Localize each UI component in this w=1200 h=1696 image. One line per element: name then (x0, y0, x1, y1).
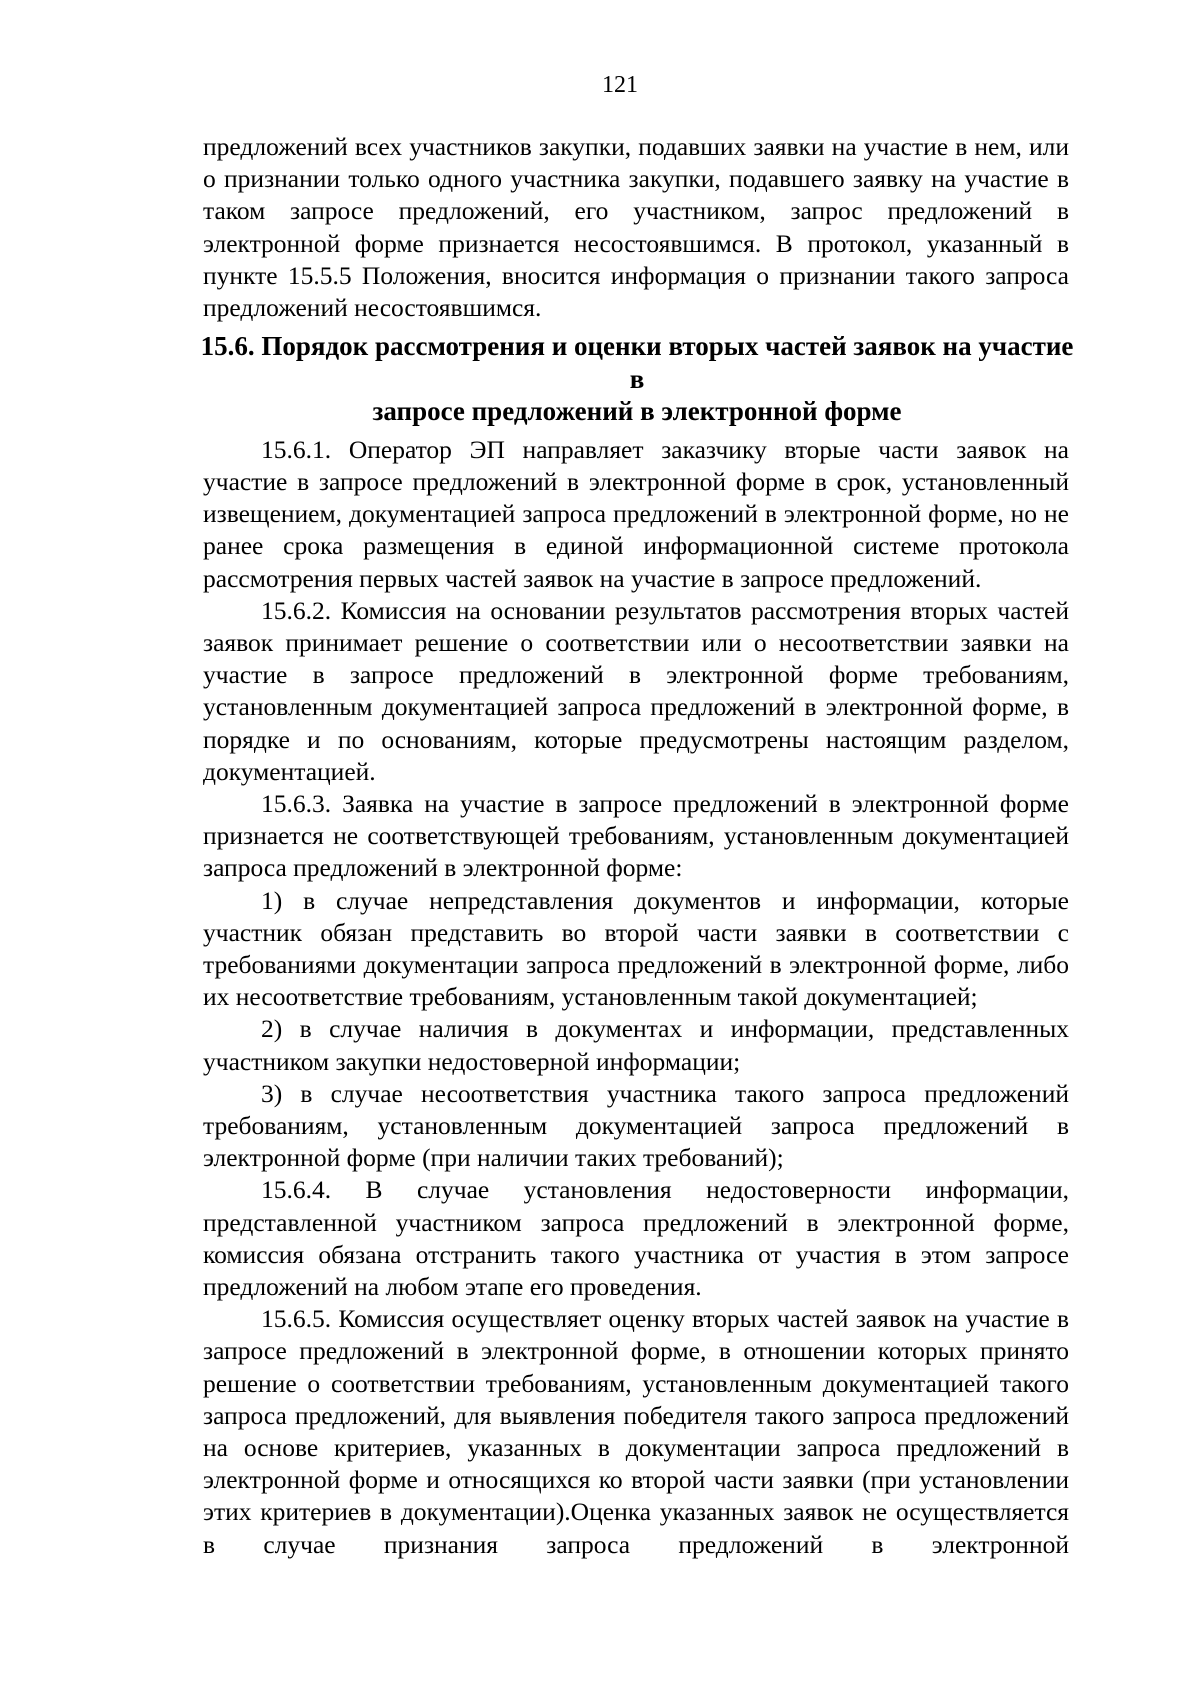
list-item-2: 2) в случае наличия в документах и информации, представленных участником закупки недостоверной информации; (203, 1014, 1069, 1076)
list-item-3: 3) в случае несоответствия участника такого запроса предложений требованиям, установленным документацией запроса предложений в электронной форме (при наличии таких требований); (203, 1078, 1069, 1173)
section-heading-line2: запросе предложений в электронной форме (372, 396, 902, 427)
paragraph-15-6-3: 15.6.3. Заявка на участие в запросе предложений в электронной форме признается не соответствующей требованиям, установленным документацией запроса предложений в электронной форме: (203, 788, 1069, 883)
section-heading-line1: 15.6. Порядок рассмотрения и оценки вторых частей заявок на участие в (200, 331, 1074, 394)
paragraph-15-6-5: 15.6.5. Комиссия осуществляет оценку вторых частей заявок на участие в запросе предложений в электронной форме, в отношении которых принято решение о соответствии требованиям, установленным документацией такого запроса предложений, для выявления победителя такого запроса предложений на основе критериев, указанных в документации запроса предложений в электронной форме и относящихся ко второй части заявки (при установлении этих критериев в документации).Оценка указанных заявок не осуществляется в случае признания запроса предложений в электронной (203, 1304, 1069, 1559)
document-body (200, 131, 1074, 1561)
paragraph-15-6-2: 15.6.2. Комиссия на основании результатов рассмотрения вторых частей заявок принимает решение о соответствии или о несоответствии заявки на участие в запросе предложений в электронной форме требованиям, установленным документацией запроса предложений в электронной форме, в порядке и по основаниям, которые предусмотрены настоящим разделом, документацией. (203, 595, 1069, 786)
paragraph-15-6-1: 15.6.1. Оператор ЭП направляет заказчику вторые части заявок на участие в запросе предложений в электронной форме в срок, установленный извещением, документацией запроса предложений в электронной форме, но не ранее срока размещения в единой информационной системе протокола рассмотрения первых частей заявок на участие в запросе предложений. (203, 434, 1069, 593)
section-heading (198, 330, 1076, 428)
list-item-1: 1) в случае непредставления документов и информации, которые участник обязан представить во второй части заявки в соответствии с требованиями документации запроса предложений в электронной форме, либо их несоответствие требованиям, установленным такой документацией; (203, 885, 1069, 1012)
continuation-paragraph: предложений всех участников закупки, подавших заявки на участие в нем, или о признании только одного участника закупки, подавшего заявку на участие в таком запросе предложений, его участником, запрос предложений в электронной форме признается несостоявшимся. В протокол, указанный в пункте 15.5.5 Положения, вносится информация о признании такого запроса предложений несостоявшимся. (203, 132, 1069, 323)
page-number: 121 (602, 72, 638, 98)
paragraph-15-6-4: 15.6.4. В случае установления недостоверности информации, представленной участником запроса предложений в электронной форме, комиссия обязана отстранить такого участника от участия в этом запросе предложений на любом этапе его проведения. (203, 1175, 1069, 1301)
